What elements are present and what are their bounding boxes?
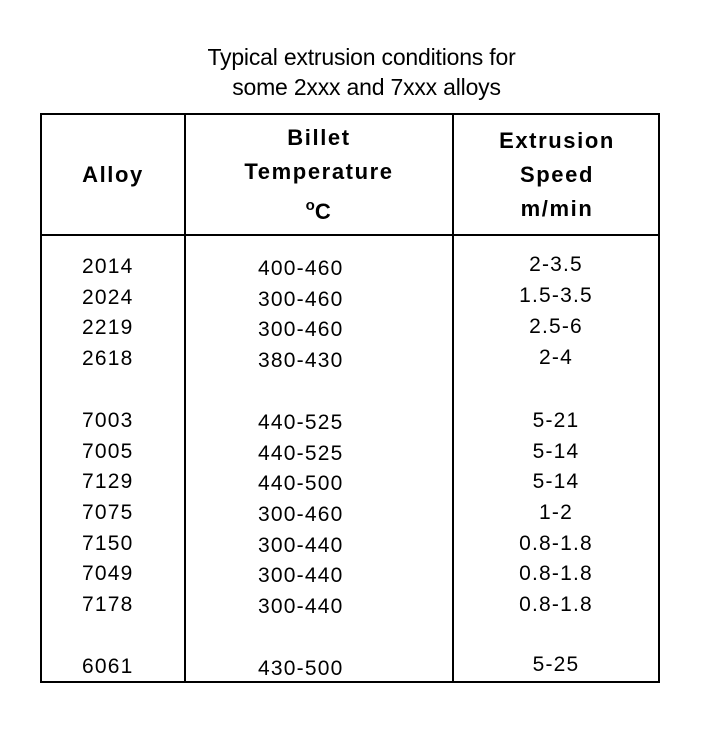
cell-billet-temperature: 400-460 [258, 257, 344, 280]
cell-extrusion-speed: 0.8-1.8 [519, 562, 593, 585]
header-speed-line-2: Speed [519, 161, 595, 187]
cell-billet-temperature: 430-500 [258, 657, 344, 680]
cell-alloy: 2024 [82, 286, 134, 309]
header-temperature-line-2: Temperature [244, 158, 394, 184]
cell-alloy: 7178 [82, 593, 134, 616]
header-extrusion-speed [454, 115, 660, 234]
cell-extrusion-speed: 1-2 [539, 501, 573, 524]
cell-alloy: 7003 [82, 409, 134, 432]
cell-alloy: 7049 [82, 562, 134, 585]
cell-billet-temperature: 300-460 [258, 288, 344, 311]
cell-billet-temperature: 440-525 [258, 442, 344, 465]
header-alloy [42, 115, 184, 234]
extrusion-conditions-table [40, 113, 660, 683]
cell-billet-temperature: 300-440 [258, 534, 344, 557]
cell-extrusion-speed: 5-14 [532, 470, 580, 493]
cell-billet-temperature: 300-440 [258, 564, 344, 587]
header-speed-line-1: Extrusion [499, 127, 615, 153]
cell-alloy: 6061 [82, 655, 134, 678]
cell-alloy: 2219 [82, 316, 134, 339]
title-line-2: some 2xxx and 7xxx alloys [232, 74, 501, 100]
cell-extrusion-speed: 5-25 [532, 653, 580, 676]
header-speed-line-3: m/min [520, 195, 594, 221]
cell-billet-temperature: 440-525 [258, 411, 344, 434]
cell-alloy: 2618 [82, 347, 134, 370]
cell-billet-temperature: 300-440 [258, 595, 344, 618]
cell-extrusion-speed: 5-21 [532, 409, 580, 432]
cell-alloy: 2014 [82, 255, 134, 278]
cell-alloy: 7075 [82, 501, 134, 524]
header-billet-temperature [186, 115, 452, 234]
cell-extrusion-speed: 1.5-3.5 [519, 284, 593, 307]
header-divider [42, 234, 658, 236]
cell-extrusion-speed: 2.5-6 [529, 315, 583, 338]
header-alloy-label: Alloy [82, 161, 144, 187]
cell-extrusion-speed: 0.8-1.8 [519, 532, 593, 555]
cell-billet-temperature: 440-500 [258, 472, 344, 495]
cell-billet-temperature: 300-460 [258, 503, 344, 526]
cell-extrusion-speed: 5-14 [532, 440, 580, 463]
header-temperature-unit [306, 189, 333, 229]
cell-alloy: 7150 [82, 532, 134, 555]
title-line-1: Typical extrusion conditions for [207, 44, 516, 70]
degree-symbol: o [305, 196, 315, 214]
table-title [0, 42, 709, 102]
cell-extrusion-speed: 0.8-1.8 [519, 593, 593, 616]
cell-billet-temperature: 380-430 [258, 349, 344, 372]
header-temperature-line-1: Billet [287, 124, 351, 150]
cell-extrusion-speed: 2-4 [539, 346, 573, 369]
cell-alloy: 7005 [82, 440, 134, 463]
header-temperature-unit-label: C [314, 198, 333, 224]
cell-billet-temperature: 300-460 [258, 318, 344, 341]
cell-alloy: 7129 [82, 470, 134, 493]
cell-extrusion-speed: 2-3.5 [529, 253, 583, 276]
